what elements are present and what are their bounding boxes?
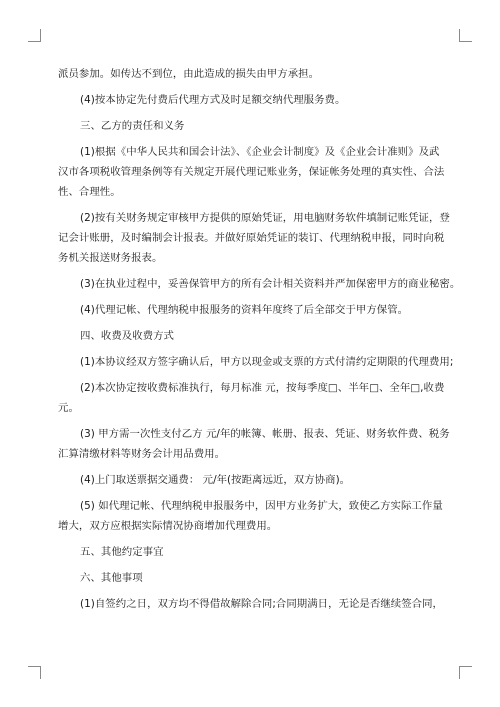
text-line: (2)本次协定按收费标准执行，每月标准 元，按每季度□、半年□、全年□,收费 (80, 382, 445, 394)
text-line: 记会计账册，及时编制会计报表。并做好原始凭证的装订、代理纳税申报，同时向税 (58, 232, 445, 244)
paragraph (58, 326, 444, 346)
text-line: (4)代理记帐、代理纳税申报服务的资料年度终了后全部交于甲方保管。 (80, 304, 409, 316)
paragraph (58, 568, 444, 588)
text-line: (1)本协议经双方签字确认后，甲方以现金或支票的方式付清约定期限的代理费用; (80, 356, 454, 368)
text-line: 务机关报送财务报表。 (58, 252, 163, 264)
paragraph (58, 142, 444, 202)
text-line: (2)按有关财务规定审核甲方提供的原始凭证，用电脑财务软件填制记账凭证，登 (80, 212, 450, 224)
text-line: 五、其他约定事宜 (80, 546, 164, 558)
text-line: 性、合理性。 (58, 186, 121, 198)
paragraph (58, 378, 444, 418)
paragraph (58, 116, 444, 136)
paragraph (58, 208, 450, 268)
text-line: (4)上门取送票据交通费： 元/年(按距离远近，双方协商)。 (80, 474, 351, 486)
text-line: 派员参加。如传达不到位，由此造成的损失由甲方承担。 (58, 68, 320, 80)
text-line: (1)根据《中华人民共和国会计法》、《企业会计制度》及《企业会计准则》及武 (80, 146, 440, 158)
text-line: (3) 甲方需一次性支付乙方 元/年的帐簿、帐册、报表、凭证、财务软件费、税务 (80, 428, 450, 440)
text-line: 三、乙方的责任和义务 (80, 120, 185, 132)
text-line: (5) 如代理记帐、代理纳税申报服务中，因甲方业务扩大，致使乙方实际工作量 (80, 500, 443, 512)
paragraph (58, 64, 444, 84)
text-line: 六、其他事项 (80, 572, 143, 584)
crop-mark-bottom-right (459, 666, 472, 679)
text-line: (1)自签约之日，双方均不得借故解除合同;合同期满日，无论是否继续签合同， (80, 598, 443, 610)
paragraph (58, 542, 444, 562)
text-line: 四、收费及收费方式 (80, 330, 174, 342)
text-line: (4)按本协定先付费后代理方式及时足额交纳代理服务费。 (80, 94, 346, 106)
paragraph (58, 470, 444, 490)
text-line: 元。 (58, 402, 79, 414)
paragraph (58, 90, 444, 110)
text-line: 增大，双方应根据实际情况协商增加代理费用。 (58, 520, 278, 532)
paragraph (58, 274, 461, 294)
document-body (58, 64, 461, 620)
paragraph (58, 594, 444, 614)
crop-mark-bottom-left (28, 666, 41, 679)
paragraph (58, 424, 450, 464)
paragraph (58, 300, 444, 320)
crop-mark-top-left (28, 29, 41, 42)
text-line: 汉市各项税收管理条例等有关规定开展代理记账业务，保证帐务处理的真实性、合法 (58, 166, 445, 178)
text-line: (3)在执业过程中，妥善保管甲方的所有会计相关资料并严加保密甲方的商业秘密。 (80, 278, 461, 290)
paragraph (58, 352, 454, 372)
crop-mark-top-right (459, 29, 472, 42)
text-line: 汇算清缴材料等财务会计用品费用。 (58, 448, 226, 460)
paragraph (58, 496, 444, 536)
